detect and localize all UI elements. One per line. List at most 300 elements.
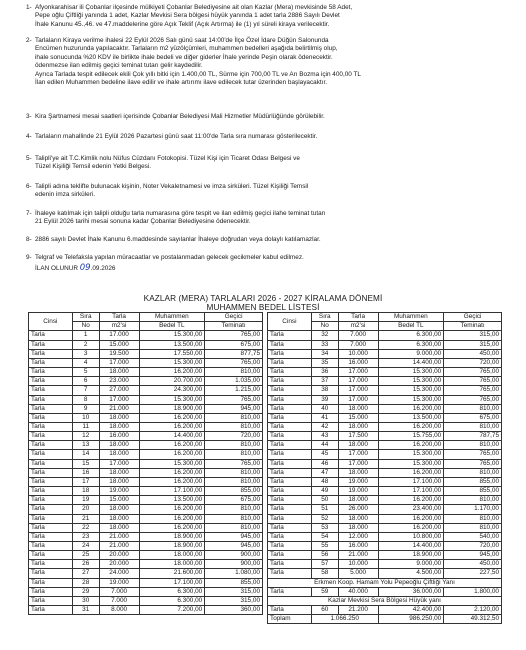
cell-cinsi: Tarla — [29, 542, 73, 551]
cell-m2: 23.000 — [99, 377, 139, 386]
cell-m2: 18.000 — [99, 477, 139, 486]
col-muhammen: Muhammen — [378, 313, 444, 322]
cell-cinsi: Tarla — [268, 349, 312, 358]
table-row — [29, 450, 263, 459]
cell-bedel: 15.300,00 — [139, 331, 205, 340]
cell-sira: 35 — [311, 358, 338, 367]
table-row — [29, 395, 263, 404]
cell-teminat: 720,00 — [444, 358, 502, 367]
cell-teminat: 810,00 — [205, 441, 263, 450]
table-row — [268, 587, 502, 596]
cell-teminat: 810,00 — [444, 514, 502, 523]
totals-row — [268, 615, 502, 624]
cell-teminat: 855,00 — [444, 477, 502, 486]
cell-sira: 34 — [311, 349, 338, 358]
cell-sira: 21 — [72, 514, 99, 523]
cell-bedel: 16.200,00 — [139, 514, 205, 523]
cell-teminat: 2.120,00 — [444, 606, 502, 615]
paragraph-line: Tarlaların Kiraya verilme ihalesi 22 Eylül 2026 Salı günü saat 14:00'de İlçe Özel İdare Düğün Salonunda — [35, 37, 329, 44]
cell-m2: 12.000 — [338, 532, 378, 541]
cell-cinsi: Tarla — [268, 422, 312, 431]
cell-bedel: 14.400,00 — [378, 358, 444, 367]
cell-m2: 17.000 — [338, 386, 378, 395]
cell-m2: 18.000 — [99, 422, 139, 431]
table-row — [29, 331, 263, 340]
table-row — [268, 377, 502, 386]
cell-cinsi: Tarla — [268, 569, 312, 578]
cell-bedel: 17.100,00 — [139, 578, 205, 587]
table-row — [29, 340, 263, 349]
cell-sira: 2 — [72, 340, 99, 349]
cell-sira: 7 — [72, 386, 99, 395]
left-lot-table — [28, 312, 263, 615]
cell-sira: 15 — [72, 459, 99, 468]
totals-teminat: 49.312,50 — [444, 615, 502, 624]
cell-m2: 17.000 — [338, 368, 378, 377]
cell-cinsi: Tarla — [268, 606, 312, 615]
cell-cinsi: Tarla — [268, 413, 312, 422]
cell-m2: 15.000 — [99, 496, 139, 505]
cell-sira: 41 — [311, 413, 338, 422]
cell-bedel: 4.500,00 — [378, 569, 444, 578]
paragraph-line: ödenmezse ilan edilmiş geçici teminat tutarı gelir kaydedilir. — [35, 62, 203, 70]
cell-bedel: 15.300,00 — [378, 386, 444, 395]
cell-m2: 18.000 — [99, 413, 139, 422]
cell-teminat: 765,00 — [444, 377, 502, 386]
cell-cinsi: Tarla — [268, 496, 312, 505]
cell-bedel: 17.100,00 — [139, 487, 205, 496]
cell-sira: 14 — [72, 450, 99, 459]
table-row — [268, 551, 502, 560]
cell-m2: 17.000 — [99, 358, 139, 367]
cell-teminat: 765,00 — [444, 368, 502, 377]
table-row — [268, 386, 502, 395]
paragraph-line: Talipli'ye ait T.C.Kimlik nolu Nüfus Cüzdanı Fotokopisi. Tüzel Kişi için Ticaret Odası Belgesi ve — [35, 155, 300, 162]
col-bedel: Bedel TL — [139, 322, 205, 331]
col-tarla: Tarla — [338, 313, 378, 322]
table-row — [268, 441, 502, 450]
cell-sira: 43 — [311, 432, 338, 441]
header-row-1 — [268, 313, 502, 322]
cell-bedel: 36.000,00 — [378, 587, 444, 596]
paragraph-7 — [26, 210, 516, 227]
cell-teminat: 315,00 — [205, 587, 263, 596]
cell-teminat: 675,00 — [205, 496, 263, 505]
cell-sira: 31 — [72, 606, 99, 615]
cell-teminat: 900,00 — [205, 551, 263, 560]
cell-m2: 19.000 — [99, 578, 139, 587]
cell-sira: 6 — [72, 377, 99, 386]
cell-cinsi: Tarla — [29, 487, 73, 496]
cell-teminat: 765,00 — [205, 331, 263, 340]
cell-bedel: 15.300,00 — [378, 368, 444, 377]
cell-sira: 45 — [311, 450, 338, 459]
table-title-line2: MUHAMMEN BEDEL LİSTESİ — [206, 303, 320, 312]
cell-m2: 18.000 — [338, 468, 378, 477]
cell-sira: 13 — [72, 441, 99, 450]
cell-cinsi: Tarla — [29, 514, 73, 523]
cell-bedel: 17.100,00 — [378, 477, 444, 486]
cell-m2: 18.000 — [99, 441, 139, 450]
cell-bedel: 10.800,00 — [378, 532, 444, 541]
cell-teminat: 315,00 — [444, 331, 502, 340]
cell-sira: 10 — [72, 413, 99, 422]
cell-cinsi: Tarla — [268, 560, 312, 569]
cell-cinsi: Tarla — [268, 542, 312, 551]
paragraph-line: ihale sonucunda %20 KDV ile birlikte ihale bedeli ve diğer giderler İhale yerinde Peşin olarak ödenecektir. — [35, 53, 333, 61]
cell-m2: 40.000 — [338, 587, 378, 596]
table-row — [29, 349, 263, 358]
cell-bedel: 18.900,00 — [139, 532, 205, 541]
cell-m2: 19.000 — [338, 477, 378, 486]
cell-teminat: 315,00 — [444, 340, 502, 349]
cell-cinsi: Tarla — [29, 331, 73, 340]
cell-bedel: 15.300,00 — [378, 450, 444, 459]
cell-bedel: 16.200,00 — [378, 404, 444, 413]
col-m2: m2'si — [338, 322, 378, 331]
col-teminat: Teminatı — [444, 322, 502, 331]
table-row — [268, 450, 502, 459]
cell-m2: 18.000 — [338, 422, 378, 431]
table-row — [29, 596, 263, 605]
cell-sira: 19 — [72, 496, 99, 505]
cell-cinsi: Tarla — [29, 523, 73, 532]
cell-sira: 28 — [72, 578, 99, 587]
cell-cinsi: Tarla — [268, 358, 312, 367]
cell-m2: 18.000 — [99, 450, 139, 459]
col-gecici: Geçici — [444, 313, 502, 322]
table-row — [29, 477, 263, 486]
paragraph-line: edenin imza sirküleri. — [35, 191, 96, 199]
table-row — [268, 395, 502, 404]
cell-teminat: 810,00 — [444, 404, 502, 413]
cell-bedel: 16.200,00 — [378, 422, 444, 431]
totals-bedel: 986.250,00 — [378, 615, 444, 624]
section-title-pepeoglu-row — [268, 578, 502, 587]
table-row — [29, 578, 263, 587]
cell-m2: 18.000 — [338, 441, 378, 450]
cell-m2: 18.000 — [338, 496, 378, 505]
cell-m2: 18.000 — [99, 523, 139, 532]
cell-cinsi: Tarla — [268, 523, 312, 532]
paragraph-number: 9- — [26, 254, 32, 261]
table-row — [268, 368, 502, 377]
cell-sira: 54 — [311, 532, 338, 541]
cell-teminat: 540,00 — [444, 532, 502, 541]
cell-cinsi: Tarla — [268, 432, 312, 441]
cell-cinsi: Tarla — [268, 587, 312, 596]
cell-bedel: 15.300,00 — [139, 358, 205, 367]
table-row — [268, 505, 502, 514]
cell-bedel: 6.300,00 — [378, 331, 444, 340]
cell-cinsi: Tarla — [268, 331, 312, 340]
paragraph-line: Kira Şartnamesi mesai saatleri içerisinde Çobanlar Belediyesi Mali Hizmetler Müdürlüğünde görülebilir. — [35, 113, 325, 120]
cell-cinsi: Tarla — [268, 487, 312, 496]
table-row — [29, 542, 263, 551]
cell-m2: 18.000 — [338, 514, 378, 523]
table-row — [29, 432, 263, 441]
cell-teminat: 810,00 — [444, 422, 502, 431]
cell-bedel: 15.755,00 — [378, 432, 444, 441]
paragraph-line: Afyonkarahisar ili Çobanlar ilçesinde mülkiyeti Çobanlar Belediyesine ait olan Kazlar (Mera) mevkisinde 58 Adet, — [35, 4, 353, 11]
cell-sira: 23 — [72, 532, 99, 541]
cell-teminat: 810,00 — [444, 468, 502, 477]
table-row — [268, 569, 502, 578]
cell-cinsi: Tarla — [268, 368, 312, 377]
cell-sira: 8 — [72, 395, 99, 404]
cell-cinsi: Tarla — [29, 395, 73, 404]
cell-bedel: 16.200,00 — [378, 514, 444, 523]
cell-m2: 24.000 — [99, 569, 139, 578]
cell-sira: 49 — [311, 487, 338, 496]
cell-bedel: 24.300,00 — [139, 386, 205, 395]
cell-teminat: 227,50 — [444, 569, 502, 578]
cell-teminat: 810,00 — [205, 505, 263, 514]
cell-sira: 18 — [72, 487, 99, 496]
table-row — [29, 413, 263, 422]
section-title-sera: Kazlar Mevkisi Sera Bölgesi Hüyük yanı — [268, 596, 502, 605]
cell-bedel: 6.300,00 — [139, 596, 205, 605]
totals-m2: 1.066.250 — [311, 615, 378, 624]
table-row — [29, 505, 263, 514]
cell-m2: 26.000 — [338, 505, 378, 514]
cell-cinsi: Tarla — [29, 404, 73, 413]
cell-m2: 17.000 — [338, 395, 378, 404]
cell-sira: 3 — [72, 349, 99, 358]
cell-cinsi: Tarla — [29, 477, 73, 486]
cell-m2: 10.000 — [338, 349, 378, 358]
table-row — [268, 477, 502, 486]
cell-cinsi: Tarla — [29, 459, 73, 468]
cell-m2: 21.000 — [99, 404, 139, 413]
cell-sira: 57 — [311, 560, 338, 569]
cell-bedel: 18.900,00 — [139, 404, 205, 413]
cell-sira: 52 — [311, 514, 338, 523]
cell-sira: 51 — [311, 505, 338, 514]
cell-m2: 16.000 — [99, 432, 139, 441]
table-row — [29, 487, 263, 496]
cell-teminat: 1.080,00 — [205, 569, 263, 578]
table-row — [29, 532, 263, 541]
paragraph-line: Tarlaların mahallinde 21 Eylül 2026 Pazartesi günü saat 11:00'de Tarla sıra numarası gösterilecektir. — [35, 133, 318, 140]
cell-cinsi: Tarla — [268, 450, 312, 459]
cell-cinsi: Tarla — [29, 551, 73, 560]
cell-cinsi: Tarla — [268, 377, 312, 386]
cell-cinsi: Tarla — [268, 395, 312, 404]
table-row — [268, 413, 502, 422]
cell-bedel: 13.500,00 — [139, 340, 205, 349]
cell-teminat: 855,00 — [205, 578, 263, 587]
cell-teminat: 945,00 — [205, 404, 263, 413]
cell-m2: 19.500 — [99, 349, 139, 358]
cell-m2: 18.000 — [99, 368, 139, 377]
paragraph-9 — [26, 254, 516, 262]
header-row-1 — [29, 313, 263, 322]
paragraph-6 — [26, 183, 516, 200]
cell-m2: 17.000 — [99, 331, 139, 340]
cell-sira: 58 — [311, 569, 338, 578]
cell-teminat: 810,00 — [205, 514, 263, 523]
cell-bedel: 15.300,00 — [139, 459, 205, 468]
table-row — [29, 606, 263, 615]
cell-teminat: 810,00 — [444, 496, 502, 505]
cell-m2: 15.000 — [99, 340, 139, 349]
cell-m2: 17.000 — [99, 459, 139, 468]
table-row — [29, 468, 263, 477]
paragraph-number: 2- — [26, 37, 32, 44]
cell-sira: 20 — [72, 505, 99, 514]
table-row — [268, 523, 502, 532]
section-title-pepeoglu: Erkmen Koop. Hamam Yolu Pepeoğlu Çiftliği Yanı — [268, 578, 502, 587]
cell-bedel: 6.300,00 — [139, 587, 205, 596]
cell-cinsi: Tarla — [29, 532, 73, 541]
table-row — [29, 523, 263, 532]
cell-bedel: 16.200,00 — [139, 422, 205, 431]
col-cinsi: Cinsi — [29, 313, 73, 331]
cell-teminat: 810,00 — [444, 441, 502, 450]
cell-teminat: 945,00 — [205, 532, 263, 541]
cell-m2: 7.000 — [338, 340, 378, 349]
table-row — [268, 459, 502, 468]
table-row — [29, 496, 263, 505]
table-row — [29, 560, 263, 569]
cell-bedel: 13.500,00 — [139, 496, 205, 505]
cell-sira: 26 — [72, 560, 99, 569]
cell-bedel: 14.400,00 — [378, 542, 444, 551]
cell-m2: 20.000 — [99, 551, 139, 560]
cell-m2: 7.000 — [338, 331, 378, 340]
cell-m2: 18.000 — [338, 404, 378, 413]
cell-m2: 21.000 — [338, 551, 378, 560]
cell-sira: 40 — [311, 404, 338, 413]
cell-cinsi: Tarla — [29, 560, 73, 569]
paragraph-line: İhaleye katılmak için talipli olduğu tarla numarasına göre tespit ve ilan edilmiş geçici ilahe teminat tutarı — [35, 210, 326, 217]
paragraph-number: 3- — [26, 113, 32, 120]
cell-bedel: 23.400,00 — [378, 505, 444, 514]
table-row — [268, 404, 502, 413]
table-row — [29, 551, 263, 560]
cell-teminat: 1.170,00 — [444, 505, 502, 514]
cell-sira: 33 — [311, 340, 338, 349]
col-muhammen: Muhammen — [139, 313, 205, 322]
cell-sira: 24 — [72, 542, 99, 551]
cell-cinsi: Tarla — [29, 340, 73, 349]
paragraph-number: 5- — [26, 155, 32, 162]
cell-sira: 29 — [72, 587, 99, 596]
table-row — [29, 358, 263, 367]
cell-cinsi: Tarla — [29, 386, 73, 395]
cell-sira: 37 — [311, 377, 338, 386]
announce-label: İLAN OLUNUR — [35, 265, 78, 272]
cell-teminat: 810,00 — [444, 523, 502, 532]
cell-sira: 16 — [72, 468, 99, 477]
cell-teminat: 675,00 — [205, 340, 263, 349]
cell-m2: 7.000 — [99, 587, 139, 596]
cell-cinsi: Tarla — [268, 477, 312, 486]
announce-date-rest: .09.2026 — [90, 265, 116, 272]
cell-cinsi: Tarla — [29, 358, 73, 367]
cell-cinsi: Tarla — [29, 377, 73, 386]
cell-bedel: 15.300,00 — [139, 395, 205, 404]
cell-bedel: 9.000,00 — [378, 560, 444, 569]
col-no: No — [72, 322, 99, 331]
cell-teminat: 450,00 — [444, 560, 502, 569]
paragraph-4 — [26, 133, 516, 141]
table-row — [268, 331, 502, 340]
cell-m2: 17.500 — [338, 432, 378, 441]
table-row — [29, 422, 263, 431]
table-row — [268, 422, 502, 431]
table-row — [29, 587, 263, 596]
table-row — [29, 386, 263, 395]
table-row — [268, 542, 502, 551]
cell-m2: 5.000 — [338, 569, 378, 578]
cell-sira: 9 — [72, 404, 99, 413]
table-row — [29, 404, 263, 413]
cell-teminat: 787,75 — [444, 432, 502, 441]
table-row — [268, 349, 502, 358]
col-sira: Sıra — [72, 313, 99, 322]
cell-teminat: 1.215,00 — [205, 386, 263, 395]
table-row — [268, 514, 502, 523]
table-row — [29, 377, 263, 386]
cell-m2: 20.000 — [99, 560, 139, 569]
cell-cinsi: Tarla — [268, 514, 312, 523]
cell-bedel: 16.200,00 — [378, 496, 444, 505]
cell-m2: 17.000 — [338, 459, 378, 468]
paragraph-line: Encümen huzurunda yapılacaktır. Tarlaların m2 yüzölçümleri, muhammen bedelleri aşağıda belirtilmiş olup, — [35, 45, 338, 53]
table-row — [268, 468, 502, 477]
cell-cinsi: Tarla — [29, 496, 73, 505]
cell-bedel: 16.200,00 — [139, 450, 205, 459]
cell-m2: 21.200 — [338, 606, 378, 615]
cell-sira: 11 — [72, 422, 99, 431]
cell-bedel: 16.200,00 — [139, 505, 205, 514]
cell-teminat: 765,00 — [444, 386, 502, 395]
cell-m2: 18.000 — [99, 505, 139, 514]
totals-label: Toplam — [268, 615, 312, 624]
cell-bedel: 17.550,00 — [139, 349, 205, 358]
cell-teminat: 810,00 — [205, 368, 263, 377]
cell-bedel: 16.200,00 — [378, 441, 444, 450]
cell-m2: 15.000 — [338, 413, 378, 422]
paragraph-line: 2886 sayılı Devlet İhale Kanunu 6.maddesinde sayılanlar İhaleye doğrudan veya dolaylı katılamazlar. — [35, 236, 321, 243]
paragraph-5 — [26, 155, 516, 172]
cell-sira: 5 — [72, 368, 99, 377]
col-cinsi: Cinsi — [268, 313, 312, 331]
cell-teminat: 1.800,00 — [444, 587, 502, 596]
cell-sira: 44 — [311, 441, 338, 450]
cell-m2: 8.000 — [99, 606, 139, 615]
cell-sira: 47 — [311, 468, 338, 477]
cell-cinsi: Tarla — [29, 606, 73, 615]
cell-cinsi: Tarla — [268, 551, 312, 560]
cell-sira: 42 — [311, 422, 338, 431]
cell-m2: 10.000 — [338, 560, 378, 569]
col-bedel: Bedel TL — [378, 322, 444, 331]
cell-m2: 17.000 — [338, 377, 378, 386]
col-tarla: Tarla — [99, 313, 139, 322]
cell-m2: 18.000 — [99, 468, 139, 477]
cell-sira: 39 — [311, 395, 338, 404]
paragraph-line: İhale Kanunu 45.,46. ve 47.maddelerine göre Açık Teklif (Açık Artırma) ile (1) yıl süreli kiraya verilecektir. — [35, 20, 330, 28]
paragraph-line: Talipli adına teklifte bulunacak kişinin, Noter Vekaletnamesi ve imza sirküleri. Tüzel Kişiliği Temsil — [35, 183, 309, 190]
cell-cinsi: Tarla — [268, 441, 312, 450]
cell-cinsi: Tarla — [268, 505, 312, 514]
cell-m2: 21.000 — [99, 532, 139, 541]
cell-teminat: 765,00 — [205, 358, 263, 367]
cell-cinsi: Tarla — [29, 422, 73, 431]
